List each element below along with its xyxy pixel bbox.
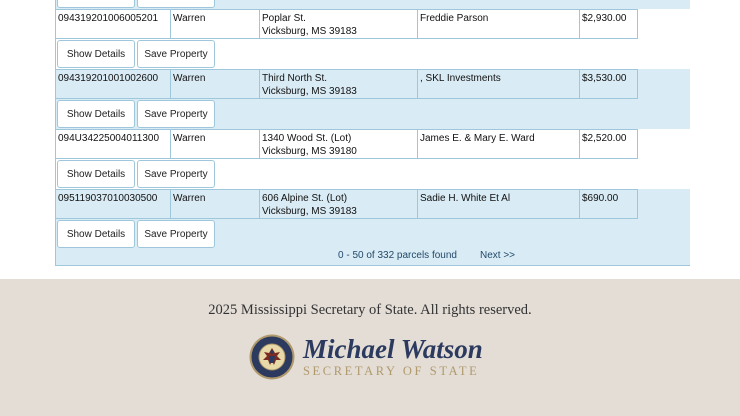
- result-count: 0 - 50 of 332 parcels found: [338, 250, 457, 261]
- county: Warren: [173, 73, 206, 84]
- secretary-of-state-logo[interactable]: [249, 332, 494, 382]
- parcel-id: 094319201001002600: [58, 73, 159, 84]
- owner-cell: [417, 189, 580, 219]
- state-seal-icon: [249, 334, 295, 380]
- parcel-id: 094319201006005201: [58, 13, 159, 24]
- county-cell: [170, 9, 260, 39]
- logo-subtitle: SECRETARY OF STATE: [303, 364, 480, 378]
- owner: Freddie Parson: [420, 13, 489, 24]
- save-property-button[interactable]: Save Property: [137, 160, 215, 188]
- parcel-id: 094U34225004011300: [58, 133, 160, 144]
- address-cell: [259, 69, 418, 99]
- street: Poplar St.: [262, 13, 306, 24]
- save-property-button[interactable]: [137, 0, 215, 8]
- address-cell: [259, 189, 418, 219]
- address-cell: [259, 9, 418, 39]
- parcel-id-cell: [55, 129, 171, 159]
- amount-cell: [579, 129, 638, 159]
- county: Warren: [173, 13, 206, 24]
- save-property-button[interactable]: Save Property: [137, 100, 215, 128]
- parcel-id-cell: [55, 189, 171, 219]
- show-details-button[interactable]: [57, 0, 135, 8]
- county: Warren: [173, 193, 206, 204]
- parcel-id: 095119037010030500: [58, 193, 158, 204]
- owner-cell: [417, 69, 580, 99]
- owner: James E. & Mary E. Ward: [420, 133, 535, 144]
- results-table: [55, 0, 690, 266]
- copyright-text: 2025 Mississippi Secretary of State. All rights reserved.: [208, 302, 532, 318]
- show-details-button[interactable]: Show Details: [57, 160, 135, 188]
- county-cell: [170, 129, 260, 159]
- parcel-id-cell: [55, 69, 171, 99]
- street: 1340 Wood St. (Lot): [262, 133, 352, 144]
- amount: $2,930.00: [582, 13, 627, 24]
- city: Vicksburg, MS 39183: [262, 26, 357, 37]
- logo-name: Michael Watson: [303, 334, 483, 364]
- amount: $690.00: [582, 193, 619, 204]
- city: Vicksburg, MS 39180: [262, 146, 357, 157]
- amount: $2,520.00: [582, 133, 627, 144]
- show-details-button[interactable]: Show Details: [57, 40, 135, 68]
- owner: Sadie H. White Et Al: [420, 193, 511, 204]
- amount-cell: [579, 189, 638, 219]
- address-cell: [259, 129, 418, 159]
- city: Vicksburg, MS 39183: [262, 206, 357, 217]
- save-property-button[interactable]: Save Property: [137, 40, 215, 68]
- next-page-link[interactable]: Next >>: [480, 250, 516, 261]
- owner-cell: [417, 129, 580, 159]
- save-property-button[interactable]: Save Property: [137, 220, 215, 248]
- county: Warren: [173, 133, 206, 144]
- county-cell: [170, 69, 260, 99]
- amount-cell: [579, 69, 638, 99]
- amount-cell: [579, 9, 638, 39]
- site-footer: [0, 279, 740, 416]
- amount: $3,530.00: [582, 73, 627, 84]
- city: Vicksburg, MS 39183: [262, 86, 357, 97]
- owner-cell: [417, 9, 580, 39]
- owner: , SKL Investments: [420, 73, 501, 84]
- street: 606 Alpine St. (Lot): [262, 193, 348, 204]
- parcel-id-cell: [55, 9, 171, 39]
- county-cell: [170, 189, 260, 219]
- pagination-bar: [55, 246, 690, 265]
- street: Third North St.: [262, 73, 328, 84]
- show-details-button[interactable]: Show Details: [57, 100, 135, 128]
- show-details-button[interactable]: Show Details: [57, 220, 135, 248]
